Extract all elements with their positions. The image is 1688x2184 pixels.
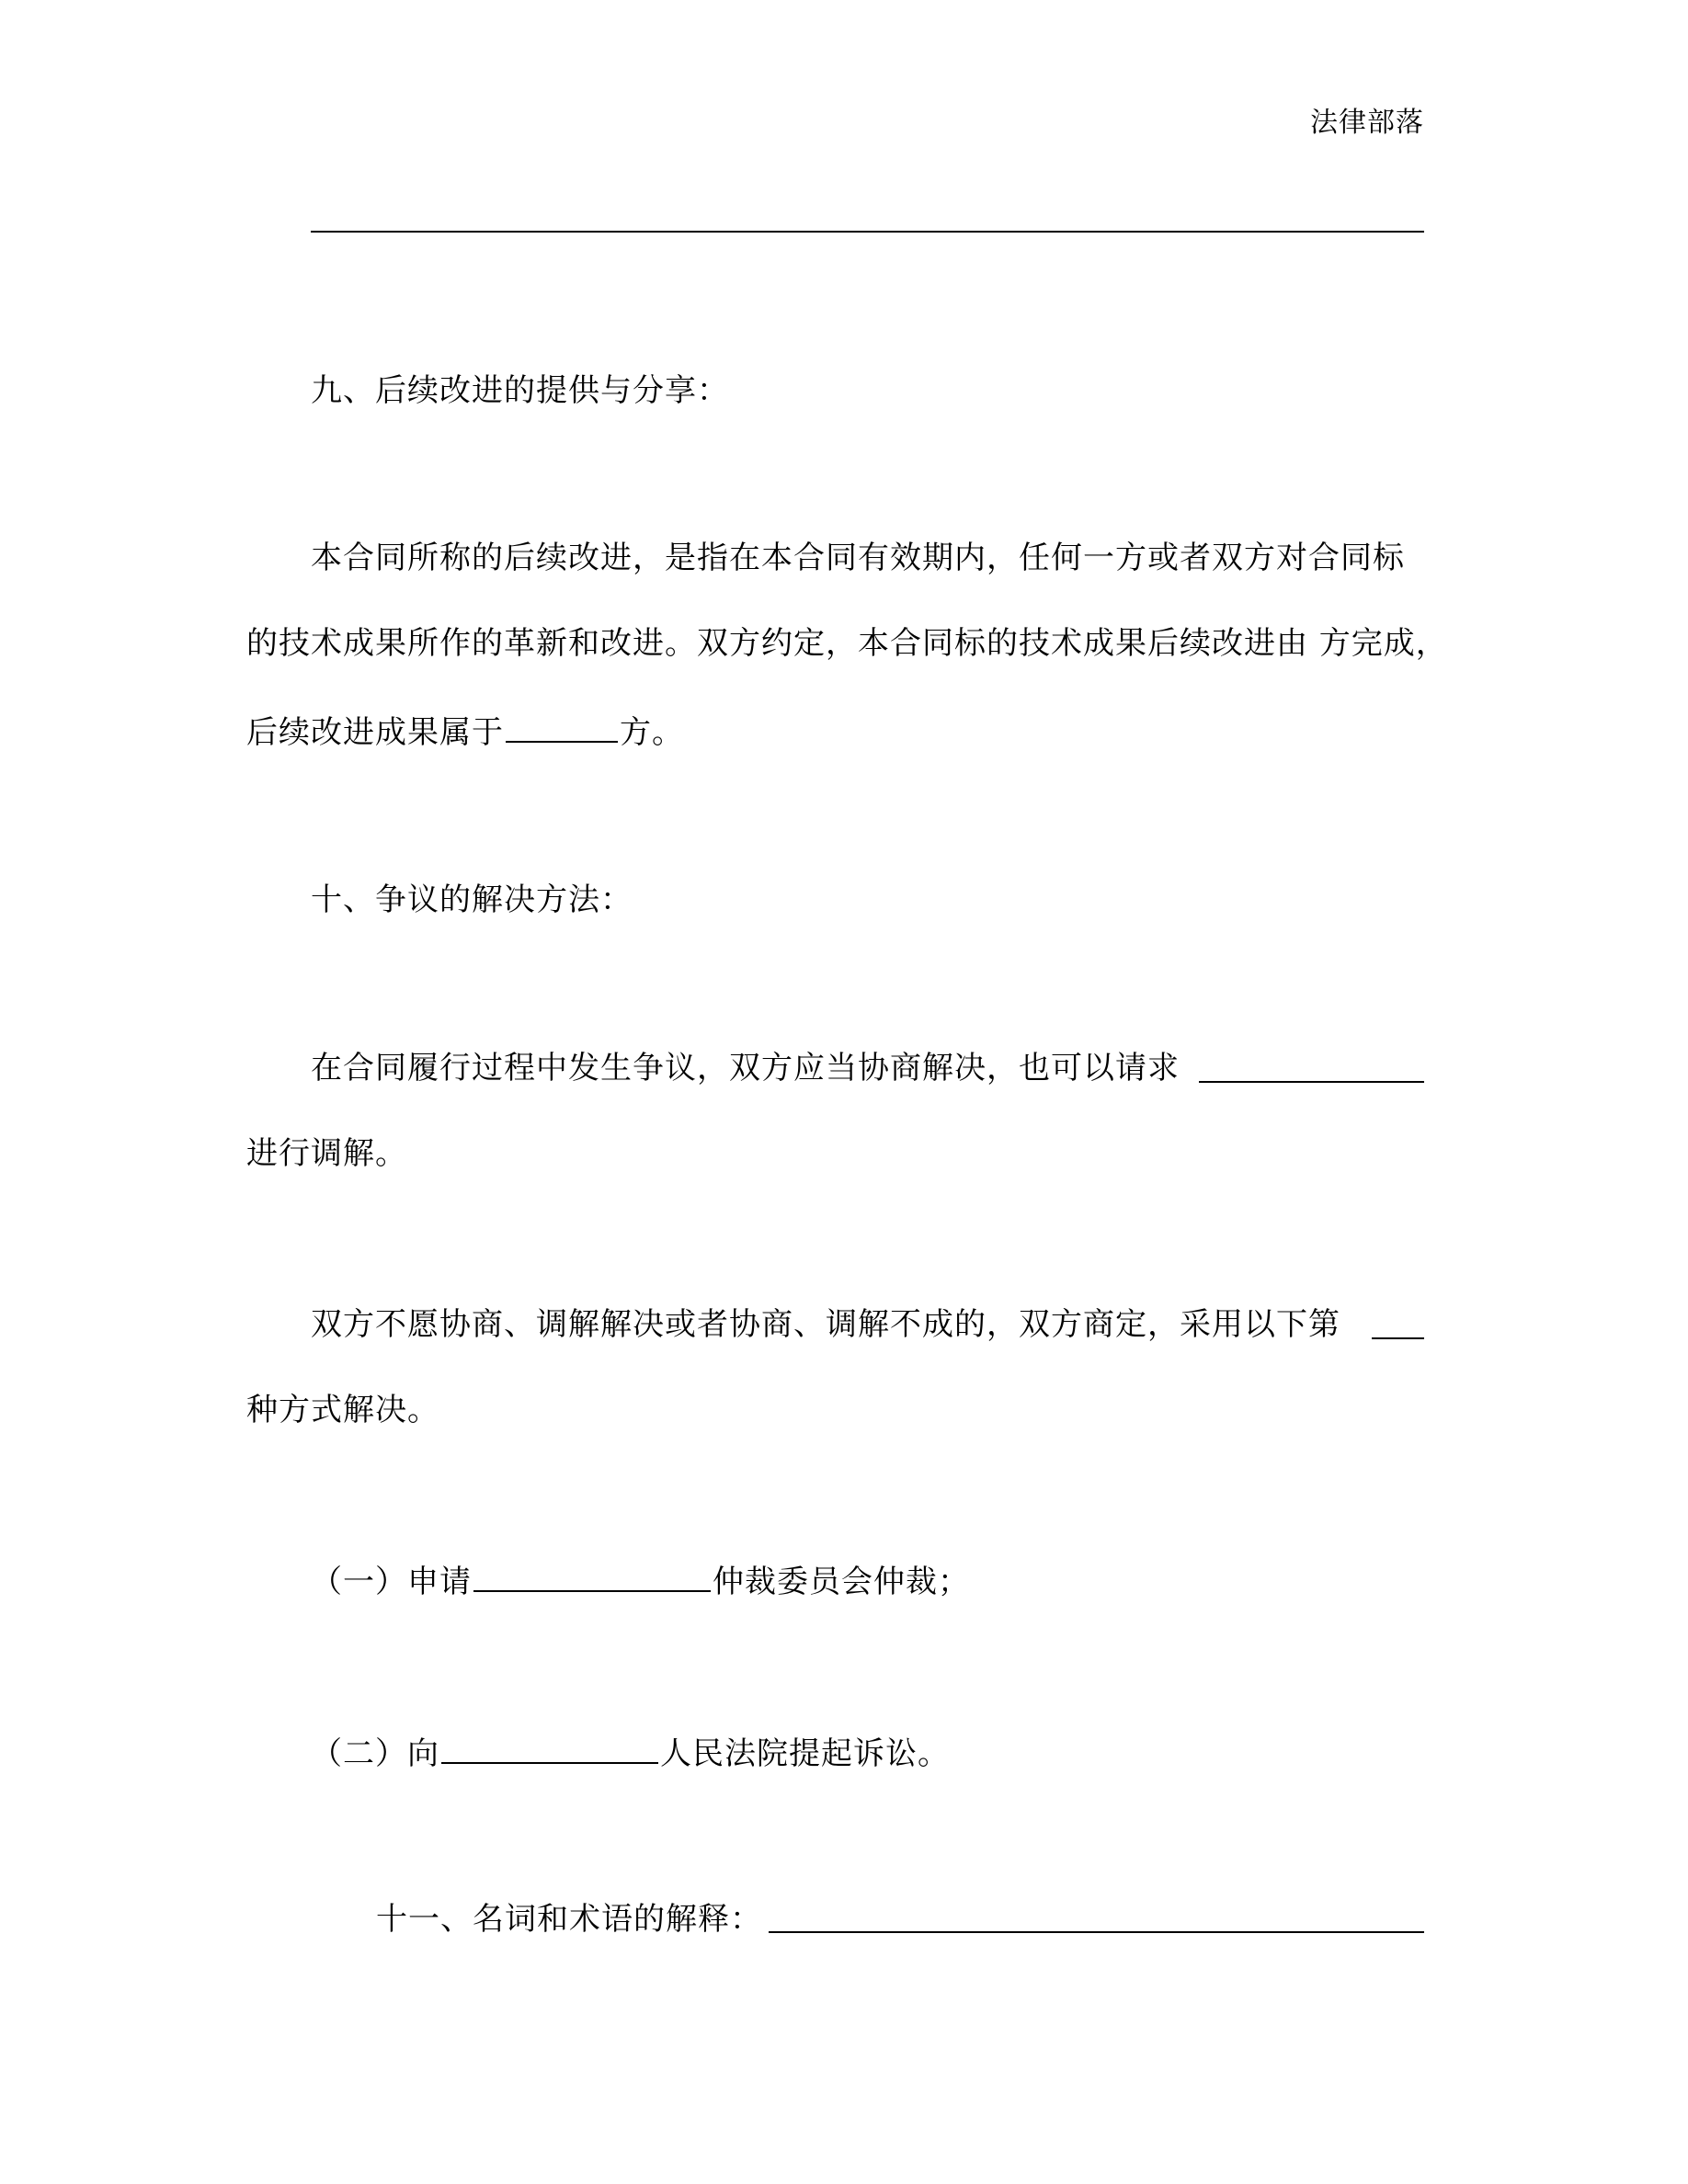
- terms-definition-blank[interactable]: [769, 1931, 1424, 1933]
- option-2-suffix: 人民法院提起诉讼。: [660, 1735, 950, 1772]
- court-blank[interactable]: [441, 1735, 658, 1764]
- header-rule: [311, 231, 1424, 233]
- section-10-paragraph-1-line-2: 进行调解。: [246, 1135, 407, 1172]
- section-9-heading: 九、后续改进的提供与分享：: [311, 372, 729, 409]
- arbitration-commission-blank[interactable]: [473, 1563, 711, 1592]
- option-1-suffix: 仲裁委员会仲裁；: [713, 1564, 970, 1600]
- option-1-prefix: （一）申请: [311, 1564, 472, 1600]
- header-brand: 法律部落: [1310, 107, 1424, 139]
- section-10-paragraph-2-line-2: 种方式解决。: [246, 1392, 439, 1428]
- mediator-blank[interactable]: [1199, 1081, 1424, 1083]
- section-11-heading: 十一、名词和术语的解释：: [376, 1901, 762, 1938]
- ownership-party-blank[interactable]: [506, 713, 618, 743]
- option-2: [311, 1735, 950, 1772]
- method-number-blank[interactable]: [1372, 1337, 1424, 1339]
- section-10-paragraph-1-line-1: 在合同履行过程中发生争议，双方应当协商解决，也可以请求: [311, 1050, 1180, 1086]
- section-10-heading: 十、争议的解决方法：: [311, 882, 633, 918]
- section-9-paragraph-line-1: 本合同所称的后续改进，是指在本合同有效期内，任何一方或者双方对合同标: [311, 540, 1405, 576]
- section-9-paragraph-line-3: [246, 713, 684, 751]
- section-9-line-3-prefix: 后续改进成果属于: [246, 714, 504, 751]
- option-1: [311, 1563, 970, 1598]
- section-10-paragraph-2-line-1: 双方不愿协商、调解解决或者协商、调解不成的，双方商定，采用以下第: [311, 1306, 1340, 1343]
- section-9-paragraph-line-2: 的技术成果所作的革新和改进。双方约定，本合同标的技术成果后续改进由 方完成，: [246, 625, 1448, 662]
- section-9-line-3-suffix: 方。: [620, 714, 684, 751]
- option-2-prefix: （二）向: [311, 1735, 439, 1772]
